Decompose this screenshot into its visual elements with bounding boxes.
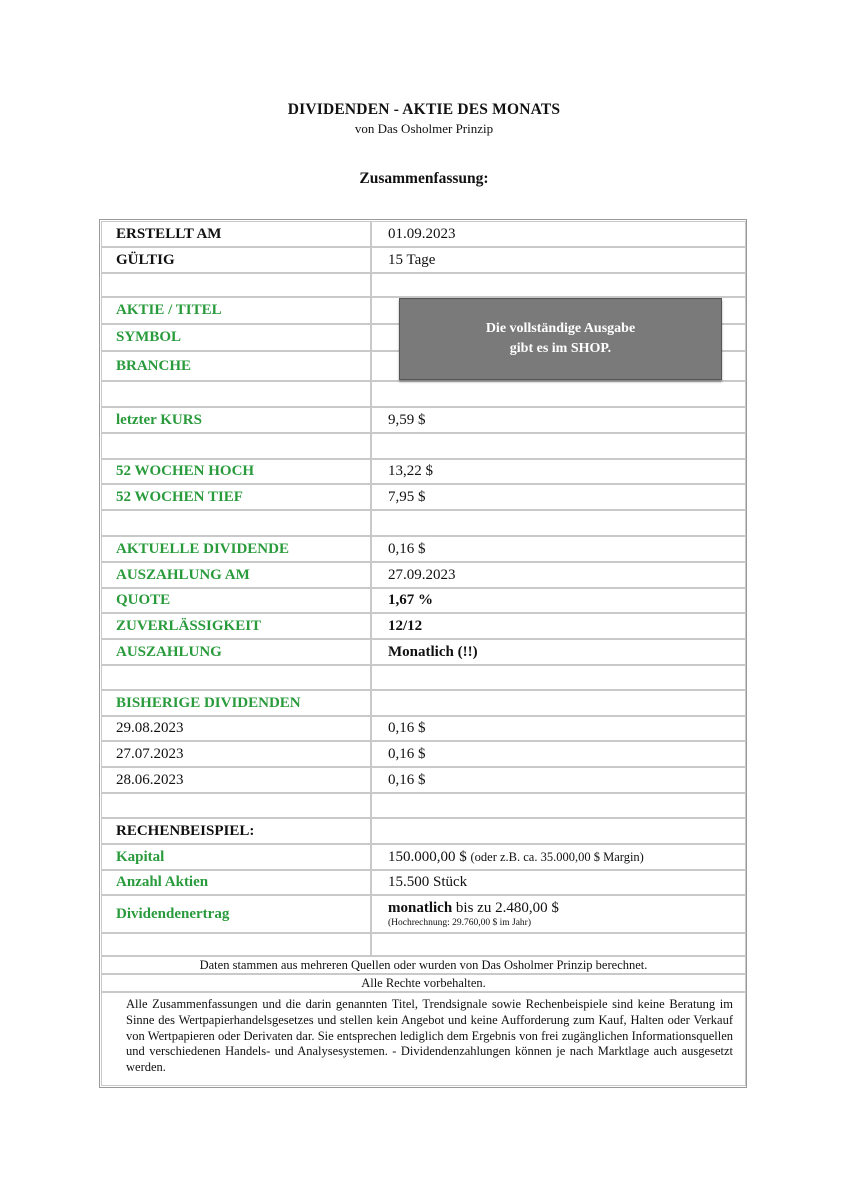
label-symbol: SYMBOL [101, 324, 371, 351]
overlay-line-1: Die vollständige Ausgabe [485, 321, 636, 336]
label-ertrag: Dividendenertrag [101, 895, 371, 933]
table-row-dividend-history [101, 767, 746, 793]
empty-cell [371, 273, 746, 297]
table-row-kurs [101, 407, 746, 433]
value-auszahlung: Monatlich (!!) [371, 639, 746, 665]
label-quote: QUOTE [101, 588, 371, 613]
table-row-spacer [101, 510, 746, 536]
ertrag-amount: bis zu 2.480,00 $ [452, 899, 559, 916]
label-gueltig: GÜLTIG [101, 247, 371, 273]
table-row-zuverlaessigkeit [101, 613, 746, 639]
empty-cell [101, 933, 371, 956]
rights-note: Alle Rechte vorbehalten. [101, 974, 746, 992]
table-row-auszahlung [101, 639, 746, 665]
history-value: 0,16 $ [371, 741, 746, 767]
table-row-hoch [101, 459, 746, 484]
label-kapital: Kapital [101, 844, 371, 870]
table-row-dividend-history [101, 741, 746, 767]
label-anzahl: Anzahl Aktien [101, 870, 371, 895]
label-aktie: AKTIE / TITEL [101, 297, 371, 324]
history-value: 0,16 $ [371, 716, 746, 741]
empty-cell [101, 433, 371, 459]
document-subtitle: von Das Osholmer Prinzip [354, 121, 494, 136]
value-ertrag [371, 895, 746, 933]
empty-cell [101, 381, 371, 407]
table-row-spacer [101, 665, 746, 690]
label-kurs: letzter KURS [101, 407, 371, 433]
empty-cell [371, 933, 746, 956]
table-row-spacer [101, 793, 746, 818]
table-row-spacer [101, 273, 746, 297]
table-row-spacer [101, 433, 746, 459]
disclaimer-text: Alle Zusammenfassungen und die darin genannten Titel, Trendsignale sowie Rechenbeispiele sind keine Beratung im Sinne des Wertpapierhandelsgesetzes und stellen kein Angebot und keine Aufforderung zum Kauf, Halten oder Verkauf von Wertpapieren oder Derivaten dar. Sie entsprechen lediglich dem Ergebnis von frei zugänglichen Informationsquellen und verschiedenen Handels- und Analysesystemen. - Dividendenzahlungen können je nach Marktlage auch ausgesetzt werden. [101, 992, 746, 1086]
empty-cell [101, 665, 371, 690]
table-row-rechenbeispiel [101, 818, 746, 844]
value-auszahlung-am: 27.09.2023 [371, 562, 746, 588]
table-row-ertrag [101, 895, 746, 933]
shop-overlay-box [399, 298, 722, 380]
value-gueltig: 15 Tage [371, 247, 746, 273]
value-zuverlaessigkeit: 12/12 [371, 613, 746, 639]
empty-cell [371, 381, 746, 407]
label-rechenbeispiel: RECHENBEISPIEL: [101, 818, 371, 844]
value-hoch: 13,22 $ [371, 459, 746, 484]
value-dividende: 0,16 $ [371, 536, 746, 562]
table-row-auszahlung-am [101, 562, 746, 588]
label-erstellt: ERSTELLT AM [101, 221, 371, 247]
table-row-bisherige-header [101, 690, 746, 716]
table-row-rights [101, 974, 746, 992]
empty-cell [371, 793, 746, 818]
ertrag-note: (Hochrechnung: 29.760,00 $ im Jahr) [388, 917, 531, 928]
table-row-spacer [101, 933, 746, 956]
history-date: 27.07.2023 [101, 741, 371, 767]
history-value: 0,16 $ [371, 767, 746, 793]
kapital-note: (oder z.B. ca. 35.000,00 $ Margin) [470, 849, 644, 864]
label-dividende: AKTUELLE DIVIDENDE [101, 536, 371, 562]
value-kapital [371, 844, 746, 870]
table-row-dividende [101, 536, 746, 562]
label-auszahlung: AUSZAHLUNG [101, 639, 371, 665]
value-quote: 1,67 % [371, 588, 746, 613]
table-row-erstellt [101, 221, 746, 247]
table-row-kapital [101, 844, 746, 870]
empty-cell [101, 510, 371, 536]
ertrag-period: monatlich [388, 899, 453, 916]
document-title: DIVIDENDEN - AKTIE DES MONATS [287, 101, 561, 118]
empty-cell [101, 273, 371, 297]
empty-cell [371, 818, 746, 844]
table-row-spacer [101, 381, 746, 407]
table-row-tief [101, 484, 746, 510]
empty-cell [371, 510, 746, 536]
empty-cell [371, 665, 746, 690]
ertrag-line [388, 900, 559, 917]
label-tief: 52 WOCHEN TIEF [101, 484, 371, 510]
table-row-source [101, 956, 746, 974]
label-hoch: 52 WOCHEN HOCH [101, 459, 371, 484]
value-kurs: 9,59 $ [371, 407, 746, 433]
label-branche: BRANCHE [101, 351, 371, 381]
empty-cell [101, 793, 371, 818]
history-date: 28.06.2023 [101, 767, 371, 793]
label-zuverlaessigkeit: ZUVERLÄSSIGKEIT [101, 613, 371, 639]
kapital-amount: 150.000,00 $ [388, 848, 467, 865]
value-tief: 7,95 $ [371, 484, 746, 510]
label-bisherige-dividenden: BISHERIGE DIVIDENDEN [101, 690, 371, 716]
value-erstellt: 01.09.2023 [371, 221, 746, 247]
table-row-gueltig [101, 247, 746, 273]
table-row-quote [101, 588, 746, 613]
label-auszahlung-am: AUSZAHLUNG AM [101, 562, 371, 588]
table-row-dividend-history [101, 716, 746, 741]
overlay-line-2: gibt es im SHOP. [509, 341, 612, 356]
value-anzahl: 15.500 Stück [371, 870, 746, 895]
empty-cell [371, 433, 746, 459]
empty-cell [371, 690, 746, 716]
history-date: 29.08.2023 [101, 716, 371, 741]
summary-heading: Zusammenfassung: [359, 170, 489, 187]
table-row-anzahl [101, 870, 746, 895]
source-note: Daten stammen aus mehreren Quellen oder wurden von Das Osholmer Prinzip berechnet. [101, 956, 746, 974]
